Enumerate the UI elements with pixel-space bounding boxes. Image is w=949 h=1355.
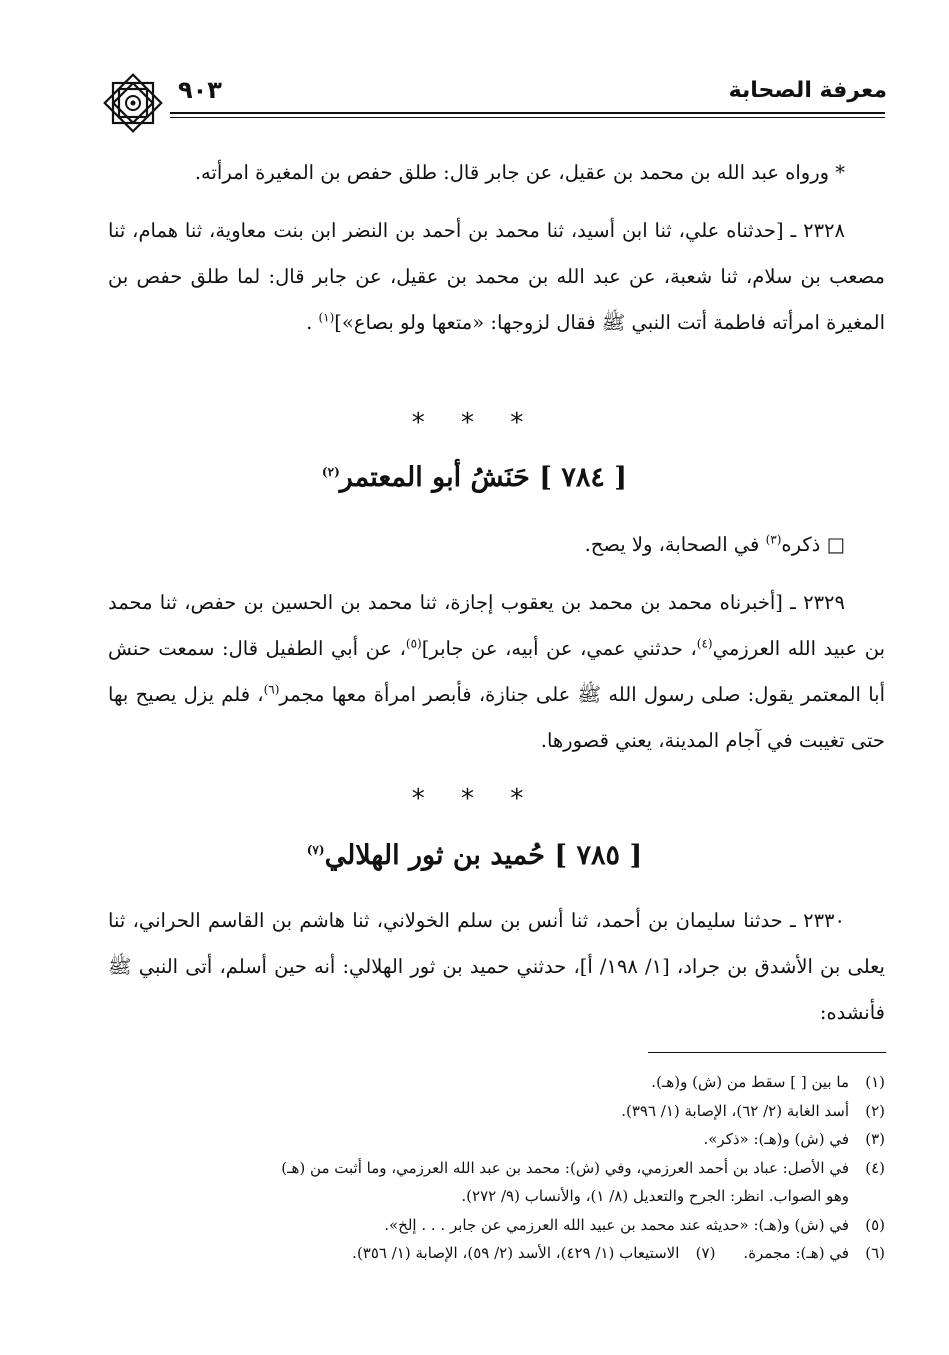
footnote-ref-6[interactable]: (٦): [263, 682, 280, 697]
footnote-3-number: (٣): [865, 1130, 885, 1148]
hadith-2330: [108, 898, 885, 1036]
star-ornament-icon: [100, 70, 166, 136]
footnote-6-number: (٦): [865, 1244, 885, 1262]
footnote-5-number: (٥): [865, 1215, 885, 1234]
footnote-7-number: (٧): [695, 1244, 716, 1262]
entry-784-note: [108, 522, 885, 568]
entry-heading-785: [0, 840, 949, 871]
footnote-6-text: في (هـ): مجمرة.: [743, 1244, 849, 1262]
footnote-ref-4[interactable]: (٤): [696, 636, 713, 651]
footnote-6-7-line: [108, 1239, 885, 1268]
narration-text: * ورواه عبد الله بن محمد بن عقيل، عن جابر قال: طلق حفص بن المغيرة امرأته.: [194, 161, 845, 184]
hadith-2329: [108, 580, 885, 764]
footnote-ref-1[interactable]: (١): [318, 310, 335, 325]
footnote-5: [108, 1211, 885, 1240]
entry-heading-784-text: [ ٧٨٤ ] حَنَشُ أبو المعتمر: [339, 462, 628, 493]
footnote-4: [108, 1154, 885, 1183]
running-head: [100, 78, 887, 114]
entry-heading-785-text: [ ٧٨٥ ] حُميد بن ثور الهلالي: [324, 840, 643, 871]
footnote-1-number: (١): [865, 1073, 885, 1091]
header-rule: [170, 112, 885, 114]
footnote-1: [108, 1068, 885, 1097]
section-divider-1: * * *: [411, 408, 538, 438]
note-part-b: في الصحابة، ولا يصح.: [584, 533, 766, 556]
entry-heading-784: [0, 462, 949, 493]
footnote-ref-5[interactable]: (٥): [405, 636, 422, 651]
hadith-2329-part-d: ، فلم يزل يصيح بها حتى تغيبت في آجام المدينة، يعني قصورها.: [108, 683, 885, 752]
footnote-4-text-a: في الأصل: عباد بن أحمد العرزمي، وفي (ش): محمد بن عبد الله العرزمي، وما أثبت من (هـ): [281, 1158, 849, 1177]
footnote-2-text: أسد الغابة (٢/ ٦٢)، الإصابة (١/ ٣٩٦).: [621, 1101, 849, 1120]
footnote-7-text: الاستيعاب (١/ ٤٢٩)، الأسد (٢/ ٥٩)، الإصابة (١/ ٣٥٦).: [352, 1244, 680, 1262]
section-divider-2: * * *: [411, 784, 538, 814]
footnote-2: [108, 1097, 885, 1126]
footnote-3-text: في (ش) و(هـ): «ذكر».: [703, 1130, 849, 1148]
footnote-3: [108, 1125, 885, 1154]
footnote-ref-3[interactable]: (٣): [765, 532, 782, 547]
footnote-2-number: (٢): [865, 1101, 885, 1120]
footnote-ref-2[interactable]: (٢): [321, 465, 340, 479]
hadith-2328-body: ٢٣٢٨ ـ [حدثناه علي، ثنا ابن أسيد، ثنا محمد بن أحمد بن النضر ابن بنت معاوية، ثنا همام، ثنا مصعب بن سلام، ثنا شعبة، عن عبد الله بن محمد بن عقيل، عن جابر قال: لما طلق حفص بن المغيرة امرأته فاطمة أتت النبي ﷺ فقال لزوجها: «متعها ولو بصاع»]: [108, 219, 885, 334]
hadith-2329-part-c: ، عن أبي الطفيل قال: سمعت حنش أبا المعتمر يقول: صلى رسول الله ﷺ على جنازة، فأبصر امرأة معها مجمر: [108, 637, 885, 706]
note-part-a: □ ذكره: [781, 533, 845, 556]
header-rule-thin: [170, 117, 885, 118]
hadith-2329-text: [108, 580, 885, 764]
book-title: معرفة الصحابة: [728, 78, 887, 103]
hadith-2328-end: .: [306, 311, 319, 334]
footnote-1-text: ما بين [ ] سقط من (ش) و(هـ).: [651, 1073, 849, 1091]
footnote-ref-7[interactable]: (٧): [306, 843, 325, 857]
hadith-2329-part-a: ٢٣٢٩ ـ [أخبرناه محمد بن محمد بن يعقوب إجازة، ثنا محمد بن الحسين بن حفص، ثنا محمد بن عبيد الله العرزمي: [108, 591, 885, 660]
entry-784-note-text: [108, 522, 885, 568]
hadith-2329-part-b: ، حدثني عمي، عن أبيه، عن جابر]: [421, 637, 697, 660]
page-number: ٩٠٣: [178, 76, 222, 104]
hadith-2330-text: ٢٣٣٠ ـ حدثنا سليمان بن أحمد، ثنا أنس بن سلم الخولاني، ثنا هاشم بن القاسم الحراني، ثنا يعلى بن الأشدق بن جراد، [١/ ١٩٨/ أ]، حدثني حميد بن ثور الهلالي: أنه حين أسلم، أتى النبي ﷺ فأنشده:: [108, 909, 885, 1024]
footnote-5-text: في (ش) و(هـ): «حديثه عند محمد بن عبيد الله العرزمي عن جابر . . . إلخ».: [384, 1215, 849, 1234]
hadith-2328-text: [108, 208, 885, 346]
footnotes: [108, 1068, 885, 1268]
hadith-2328: [108, 208, 885, 346]
paragraph-narration: [108, 150, 885, 196]
footnote-rule: [648, 1052, 886, 1053]
footnote-4-continued: وهو الصواب. انظر: الجرح والتعديل (٨/ ١)، والأنساب (٩/ ٢٧٢).: [461, 1187, 849, 1205]
footnote-4-number: (٤): [865, 1158, 885, 1177]
